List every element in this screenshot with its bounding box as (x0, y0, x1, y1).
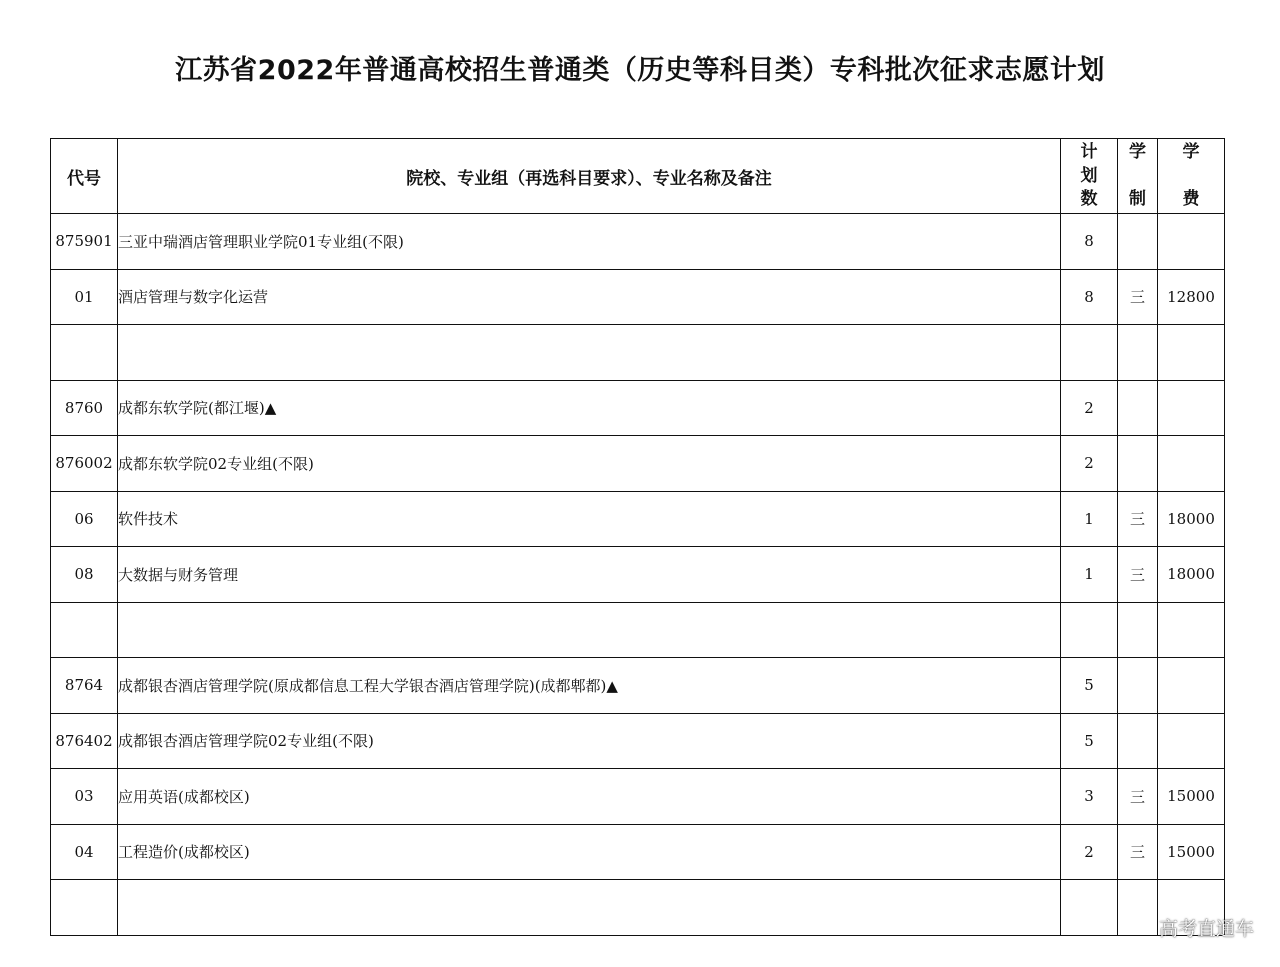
header-code: 代号 (51, 139, 118, 214)
header-name: 院校、专业组（再选科目要求）、专业名称及备注 (118, 139, 1061, 214)
cell-fee (1158, 325, 1225, 381)
cell-name: 三亚中瑞酒店管理职业学院01专业组(不限) (118, 214, 1061, 270)
table-row (51, 713, 1225, 769)
cell-plan (1061, 602, 1118, 658)
cell-plan: 1 (1061, 547, 1118, 603)
table-row (51, 880, 1225, 936)
cell-code: 8760 (51, 380, 118, 436)
cell-plan: 2 (1061, 824, 1118, 880)
cell-fee (1158, 602, 1225, 658)
watermark-text: 高考直通车 (1158, 918, 1254, 940)
page-title: 江苏省2022年普通高校招生普通类（历史等科目类）专科批次征求志愿计划 (175, 55, 1105, 86)
table-row (51, 547, 1225, 603)
cell-name: 应用英语(成都校区) (118, 769, 1061, 825)
cell-name: 成都东软学院(都江堰)▲ (118, 380, 1061, 436)
cell-duration: 三 (1118, 269, 1158, 325)
cell-name (118, 325, 1061, 381)
cell-plan (1061, 325, 1118, 381)
cell-duration (1118, 713, 1158, 769)
cell-plan: 5 (1061, 658, 1118, 714)
table-row (51, 325, 1225, 381)
table-row (51, 769, 1225, 825)
cell-duration (1118, 436, 1158, 492)
cell-name (118, 880, 1061, 936)
cell-name: 成都银杏酒店管理学院(原成都信息工程大学银杏酒店管理学院)(成都郫都)▲ (118, 658, 1061, 714)
cell-fee: 18000 (1158, 547, 1225, 603)
cell-code: 875901 (51, 214, 118, 270)
cell-name: 软件技术 (118, 491, 1061, 547)
cell-duration (1118, 658, 1158, 714)
header-fee-char: 费 (1182, 189, 1200, 209)
cell-plan: 1 (1061, 491, 1118, 547)
cell-fee: 18000 (1158, 491, 1225, 547)
cell-duration (1118, 325, 1158, 381)
cell-fee (1158, 658, 1225, 714)
header-duration (1118, 139, 1158, 214)
cell-name: 工程造价(成都校区) (118, 824, 1061, 880)
table-row (51, 436, 1225, 492)
table-row (51, 824, 1225, 880)
cell-fee (1158, 214, 1225, 270)
header-plan-char: 数 (1080, 189, 1098, 209)
table-row (51, 491, 1225, 547)
cell-duration: 三 (1118, 547, 1158, 603)
cell-code: 06 (51, 491, 118, 547)
cell-code: 8764 (51, 658, 118, 714)
cell-code: 876002 (51, 436, 118, 492)
table-row (51, 380, 1225, 436)
cell-name: 大数据与财务管理 (118, 547, 1061, 603)
enrollment-plan-table (50, 138, 1225, 936)
table-row (51, 658, 1225, 714)
cell-code: 04 (51, 824, 118, 880)
cell-fee: 15000 (1158, 824, 1225, 880)
cell-plan: 8 (1061, 214, 1118, 270)
cell-name: 成都东软学院02专业组(不限) (118, 436, 1061, 492)
header-duration-char: 制 (1129, 189, 1146, 209)
cell-code: 01 (51, 269, 118, 325)
cell-code: 876402 (51, 713, 118, 769)
header-plan (1061, 139, 1118, 214)
table-header (51, 139, 1225, 214)
header-fee-char: 学 (1182, 142, 1200, 162)
cell-code (51, 325, 118, 381)
cell-plan: 2 (1061, 380, 1118, 436)
header-duration-char: 学 (1129, 142, 1146, 162)
cell-name: 酒店管理与数字化运营 (118, 269, 1061, 325)
cell-duration: 三 (1118, 824, 1158, 880)
header-plan-char: 计 (1080, 142, 1098, 162)
header-plan-char: 划 (1080, 165, 1098, 186)
cell-plan: 2 (1061, 436, 1118, 492)
cell-plan: 5 (1061, 713, 1118, 769)
cell-code: 08 (51, 547, 118, 603)
cell-code (51, 880, 118, 936)
cell-duration: 三 (1118, 491, 1158, 547)
cell-fee (1158, 436, 1225, 492)
cell-fee (1158, 713, 1225, 769)
cell-plan: 3 (1061, 769, 1118, 825)
table-row (51, 269, 1225, 325)
cell-code (51, 602, 118, 658)
cell-name: 成都银杏酒店管理学院02专业组(不限) (118, 713, 1061, 769)
table-row (51, 214, 1225, 270)
header-fee (1158, 139, 1225, 214)
cell-duration (1118, 380, 1158, 436)
cell-plan: 8 (1061, 269, 1118, 325)
cell-duration: 三 (1118, 769, 1158, 825)
cell-fee: 15000 (1158, 769, 1225, 825)
cell-fee: 12800 (1158, 269, 1225, 325)
cell-code: 03 (51, 769, 118, 825)
cell-fee (1158, 380, 1225, 436)
cell-duration (1118, 602, 1158, 658)
table-body (51, 214, 1225, 936)
cell-name (118, 602, 1061, 658)
cell-duration (1118, 214, 1158, 270)
cell-plan (1061, 880, 1118, 936)
cell-duration (1118, 880, 1158, 936)
table-row (51, 602, 1225, 658)
